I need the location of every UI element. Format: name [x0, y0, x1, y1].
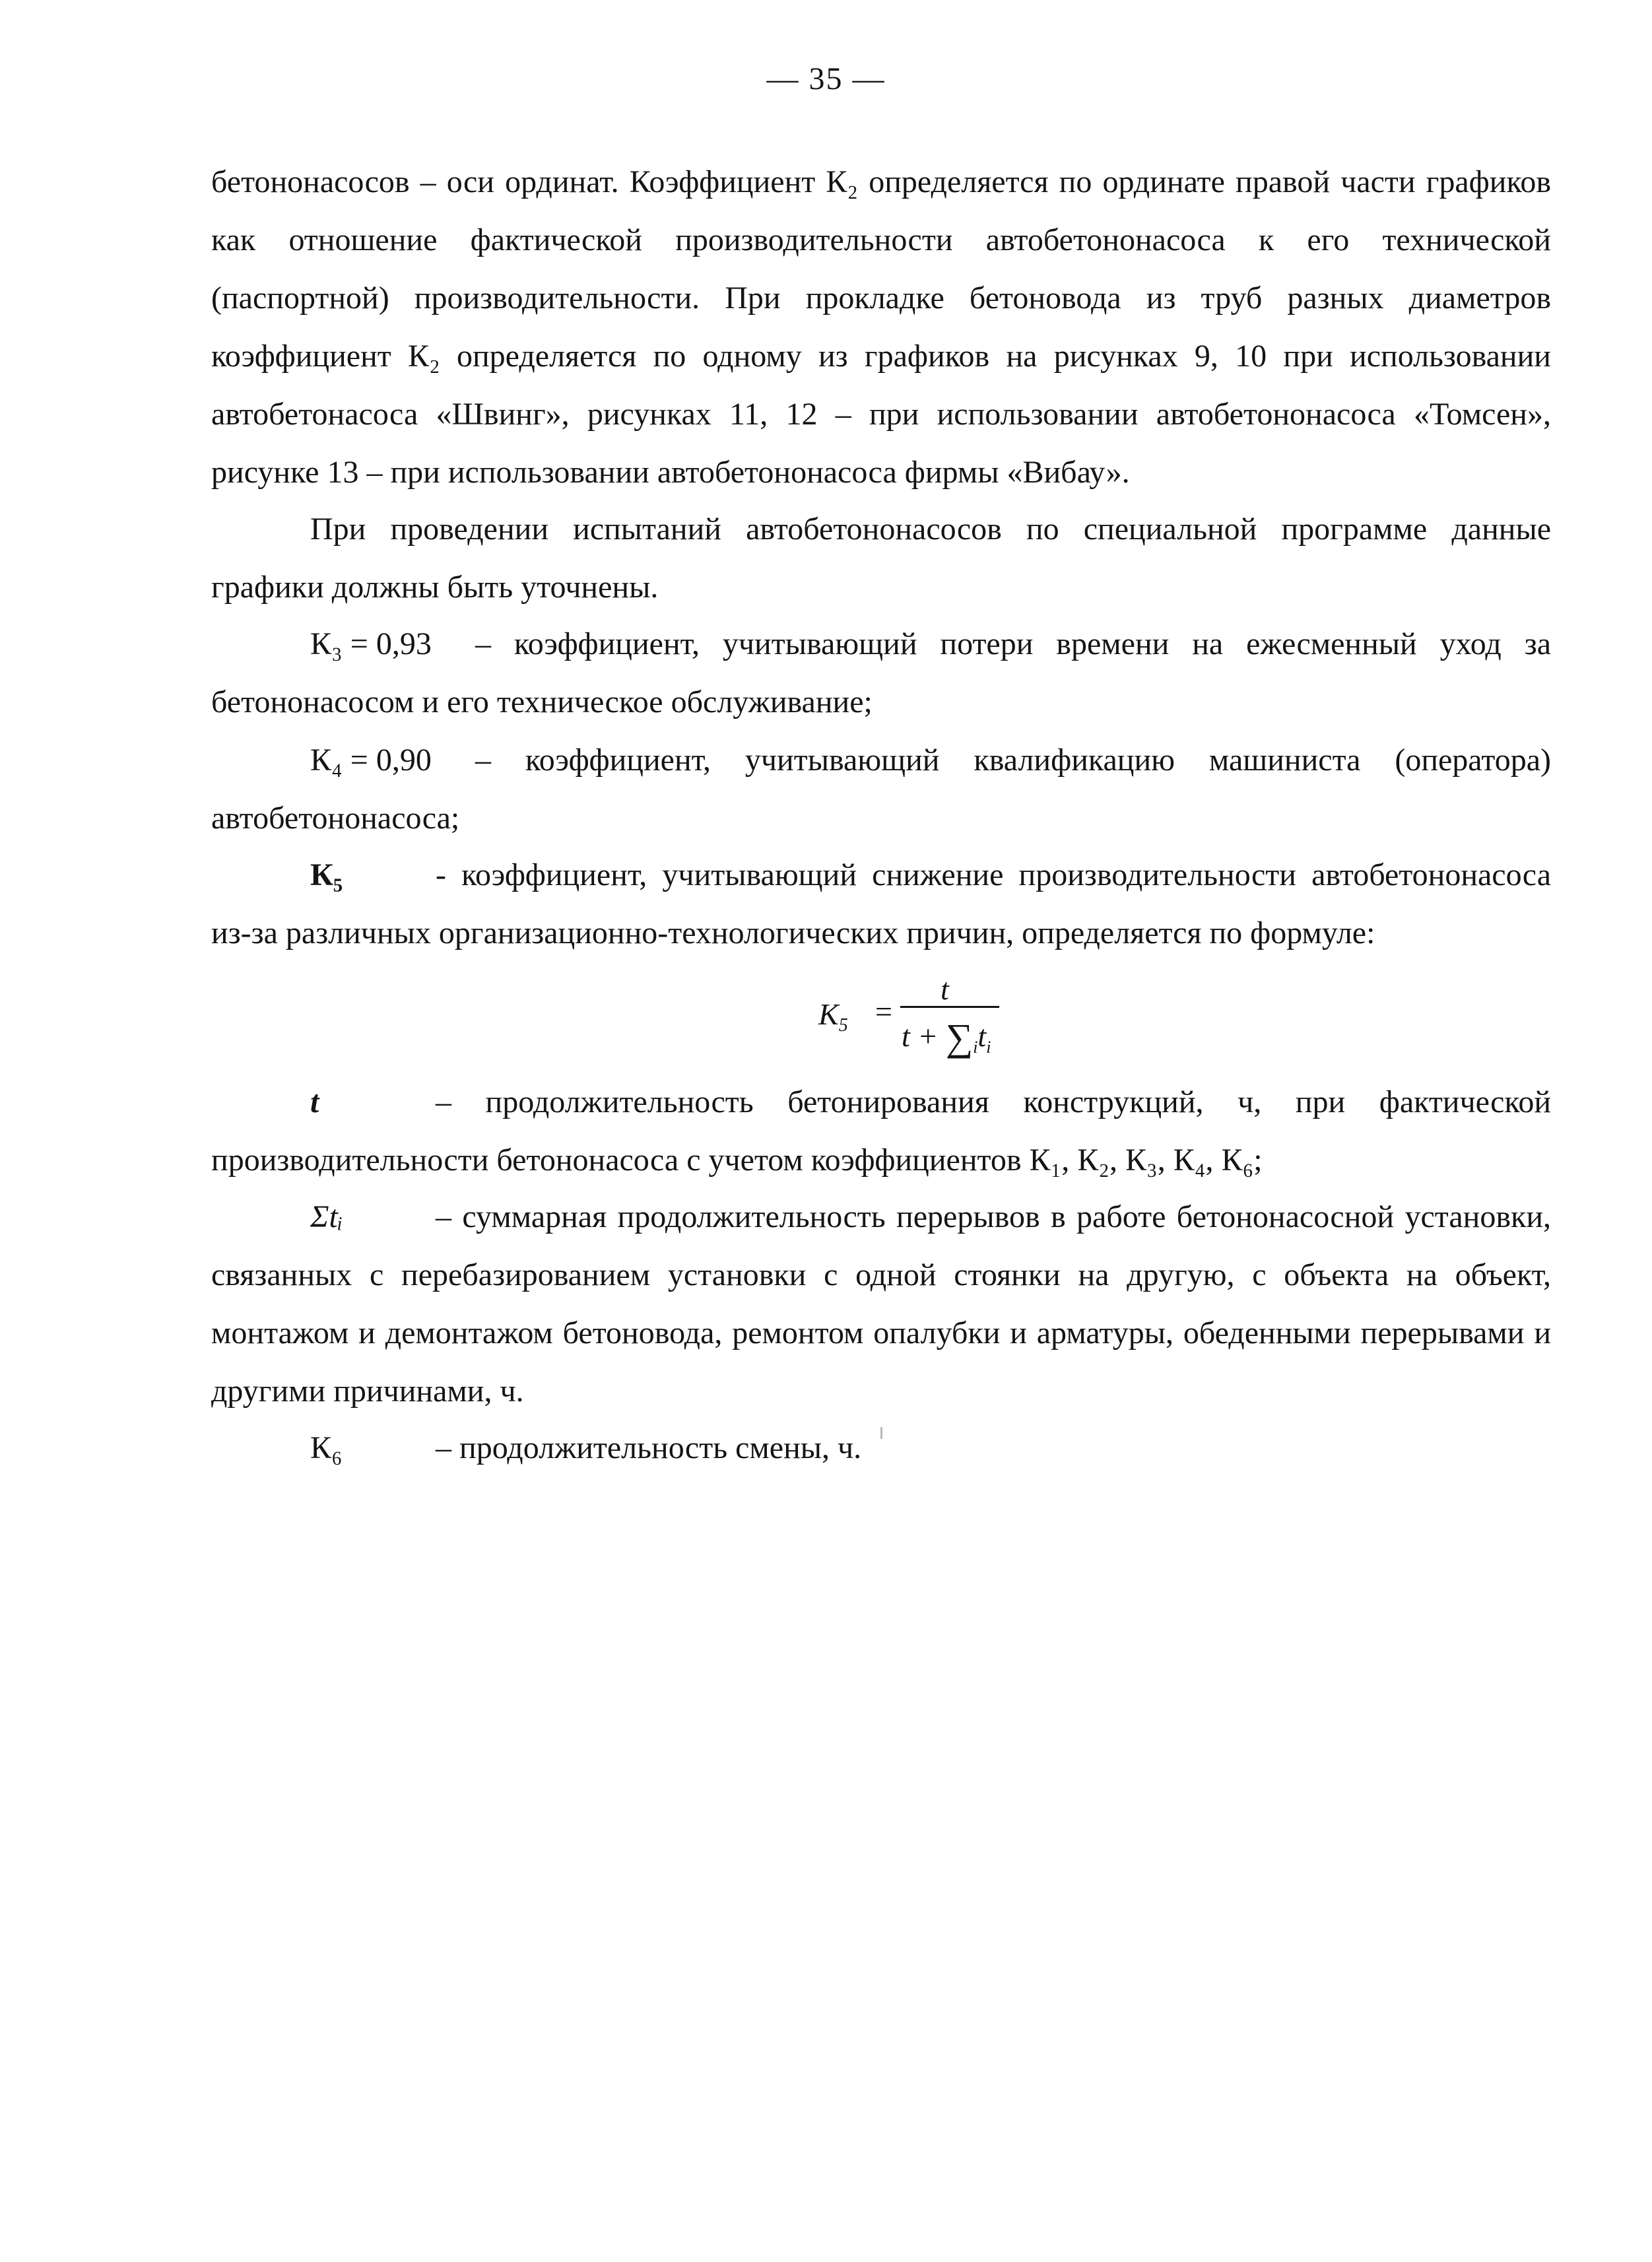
paragraph-k2-description: бетононасосов – оси ординат. Коэффициент К₂ определяется по ординате правой части графиков как отношение фактической производительности автобетононасоса к его технической (паспортной) производительности. При прокладке бетоновода из труб разных диаметров коэффициент К₂ определяется по одному из графиков на рисунках 9, 10 при использовании автобетонасоса «Швинг», рисунках 11, 12 – при использовании автобетононасоса «Томсен», рисунке 13 – при использовании автобетононасоса фирмы «Вибау». [211, 164, 1551, 490]
definition-symbol-k5: К₅ [310, 857, 343, 892]
definition-text-sum-ti: – суммарная продолжительность перерывов в работе бетононасосной установки, связанных с перебазированием установки с одной стоянки на другую, с объекта на объект, монтажом и демонтажом бетоновода, ремонтом опалубки и арматуры, обеденными перерывами и другими причинами, ч. [211, 1199, 1551, 1409]
definition-text-k3: – коэффициент, учитывающий потери времени на ежесменный уход за бетононасосом и его техническое обслуживание; [211, 626, 1551, 719]
definition-symbol-sum-ti: Σtᵢ [310, 1199, 343, 1234]
definition-text-k6: – продолжительность смены, ч. [436, 1430, 862, 1465]
definition-text-t: – продолжительность бетонирования конструкций, ч, при фактической производительности бетононасоса с учетом коэффициентов К₁, К₂, К₃, К₄, К₆; [211, 1084, 1551, 1178]
definition-k4 [211, 731, 1551, 848]
formula-denominator: $t + \sum_it_i$ [902, 1016, 991, 1059]
formula-equals-sign: = [875, 995, 892, 1028]
sum-sign: ∑ [945, 1016, 974, 1059]
page-number: — 35 — [766, 61, 886, 96]
definition-k3 [211, 615, 1551, 731]
formula-numerator: t [941, 972, 949, 1006]
scan-speck [880, 1427, 882, 1439]
definition-symbol-t: t [310, 1084, 319, 1119]
definition-sum-ti [211, 1188, 1551, 1420]
formula-fraction-bar [900, 1006, 999, 1008]
definition-t [211, 1073, 1551, 1189]
formula-lhs: $K_5$ [818, 997, 848, 1036]
definition-text-k5: - коэффициент, учитывающий снижение производительности автобетононасоса из-за различных организационно-технологических причин, определяется по формуле: [211, 857, 1551, 950]
definition-symbol-k6: К₆ [310, 1430, 343, 1465]
paragraph-testing-note: При проведении испытаний автобетононасосов по специальной программе данные графики должны быть уточнены. [211, 512, 1551, 605]
k5-formula [818, 972, 1016, 1071]
definition-text-k4: – коэффициент, учитывающий квалификацию машиниста (оператора) автобетононасоса; [211, 743, 1551, 836]
definition-k5 [211, 846, 1551, 962]
definition-symbol-k3: К₃ = 0,93 [310, 626, 432, 661]
definition-symbol-k4: К₄ = 0,90 [310, 743, 432, 778]
